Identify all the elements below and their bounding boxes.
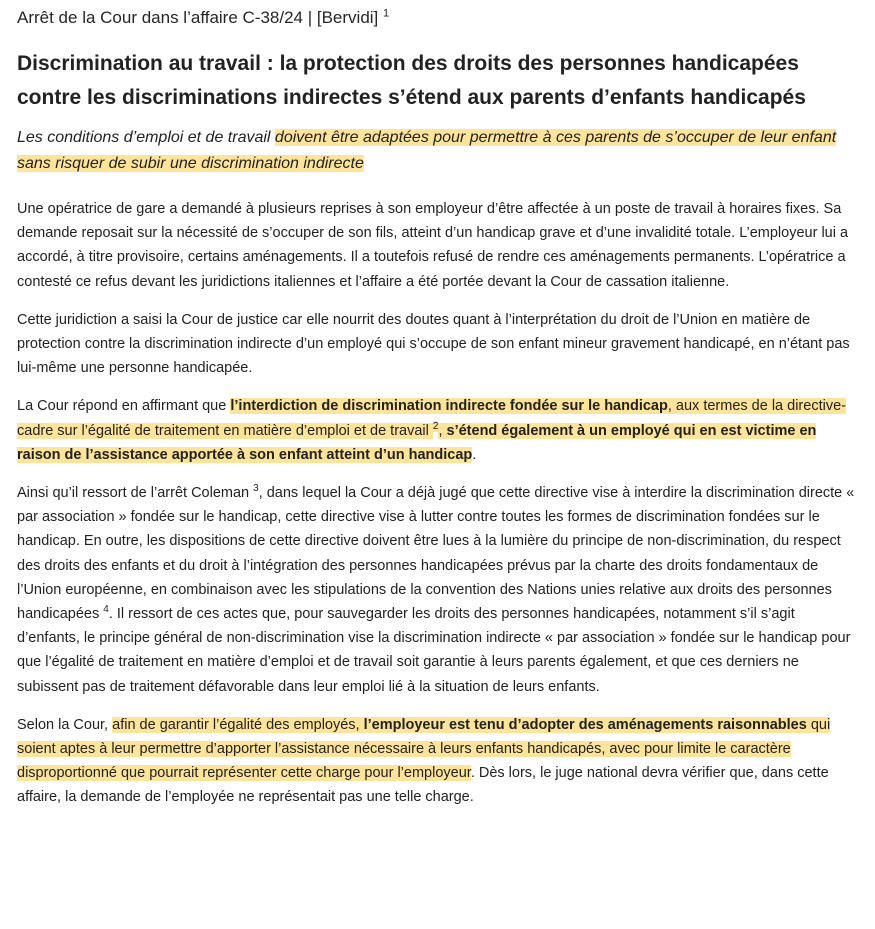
press-release-title: Discrimination au travail : la protection des droits des personnes handicapées contre les discriminations indirectes s’étend aux parents d’enfants handicapés	[17, 52, 806, 109]
p4-text-3: . Il ressort de ces actes que, pour sauvegarder les droits des personnes handicapées, notamment s’il s’agit d’enfants, le principe général de non-discrimination vise la discrimination indirecte « par association » fondée sur le handicap pour que l’égalité de traitement en matière d’emploi et de travail soit garantie à leurs parents également, et que ces derniers ne subissent pas de traitement défavorable dans leur emploi lié à la situation de leurs enfants.	[17, 606, 851, 695]
p5-highlight-bold: l’employeur est tenu d’adopter des aménagements raisonnables	[363, 716, 807, 733]
paragraph-1: Une opératrice de gare a demandé à plusieurs reprises à son employeur d’être affectée à un poste de travail à horaires fixes. Sa demande reposait sur la nécessité de s’occuper de son fils, atteint d’un handicap grave et d’une invalidité totale. L’employeur lui a accordé, à titre provisoire, certains aménagements. Il a toutefois refusé de rendre ces aménagements permanents. L’opératrice a contesté ce refus devant les juridictions italiennes et l’affaire a été portée devant la Cour de cassation italienne.	[17, 201, 849, 290]
paragraph-4	[17, 481, 858, 699]
p3-highlight-bold-2: s’étend également à un employé qui en est victime en raison de l’assistance apportée à son enfant atteint d’un handicap	[17, 422, 817, 463]
p4-text-1: Ainsi qu’il ressort de l’arrêt Coleman	[17, 485, 254, 502]
p3-highlight-1: , aux termes de la directive-cadre sur l’égalité de traitement en matière d’emploi et de travail	[17, 398, 846, 439]
footnote-ref-2[interactable]: 2	[432, 420, 439, 432]
p5-highlight-1: afin de garantir l’égalité des employés,	[112, 716, 364, 733]
case-header-text: Arrêt de la Cour dans l’affaire C-38/24 | [Bervidi]	[17, 8, 379, 27]
footnote-ref-1[interactable]: 1	[383, 7, 390, 20]
p3-text-1: La Cour répond en affirmant que	[17, 398, 231, 415]
paragraph-3	[17, 394, 858, 467]
p5-text-1: Selon la Cour,	[17, 716, 113, 733]
p3-highlight-2: ,	[438, 422, 447, 439]
paragraph-2: Cette juridiction a saisi la Cour de justice car elle nourrit des doutes quant à l’interprétation du droit de l’Union en matière de protection contre la discrimination indirecte d’un employé qui s’occupe de son enfant mineur gravement handicapé, en n’étant pas lui-même une personne handicapée.	[17, 311, 850, 377]
p3-highlight-bold-1: l’interdiction de discrimination indirecte fondée sur le handicap	[230, 398, 668, 415]
paragraph-5	[17, 713, 858, 810]
p3-text-2: .	[472, 446, 477, 463]
subtitle-plain: Les conditions d’emploi et de travail	[17, 129, 275, 146]
p5-text-2: . Dès lors, le juge national devra vérifier que, dans cette affaire, la demande de l’employée ne représentait pas une telle charge.	[17, 765, 829, 806]
footnote-ref-4[interactable]: 4	[103, 604, 109, 616]
p4-text-2: , dans lequel la Cour a déjà jugé que cette directive vise à interdire la discrimination directe « par association » fondée sur le handicap, cette directive vise à lutter contre toutes les formes de discrimination fondées sur le handicap. En outre, les dispositions de cette directive doivent être lues à la lumière du principe de non-discrimination, du respect des droits des enfants et du droit à l’intégration des personnes handicapées prévus par la charte des droits fondamentaux de l’Union européenne, en combinaison avec les stipulations de la convention des Nations unies relative aux droits des personnes handicapées	[17, 485, 855, 623]
case-header	[17, 6, 858, 30]
footnote-ref-3[interactable]: 3	[253, 483, 259, 495]
p5-highlight-2: qui soient aptes à leur permettre d’apporter l’assistance nécessaire à leurs enfants handicapés, avec pour limite le caractère disproportionné que pourrait représenter cette charge pour l’employeur	[17, 716, 831, 782]
subtitle-highlight: doivent être adaptées pour permettre à ces parents de s’occuper de leur enfant sans risquer de subir une discrimination indirecte	[17, 129, 837, 172]
subtitle	[17, 125, 858, 177]
